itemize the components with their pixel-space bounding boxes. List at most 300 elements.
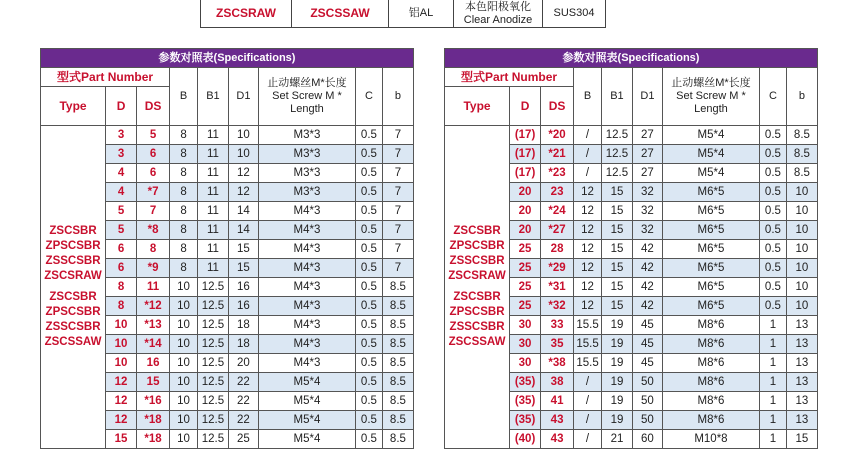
cell-b: / bbox=[574, 430, 602, 449]
cell-screw: M8*6 bbox=[662, 392, 759, 411]
cell-bb: 15 bbox=[786, 430, 817, 449]
cell-d: (35) bbox=[510, 392, 541, 411]
cell-d1: 60 bbox=[632, 430, 662, 449]
cell-ds: *8 bbox=[137, 221, 170, 240]
cell-d1: 25 bbox=[228, 430, 258, 449]
cell-d: 8 bbox=[106, 297, 137, 316]
cell-d1: 27 bbox=[632, 126, 662, 145]
cell-b1: 11 bbox=[197, 259, 228, 278]
cell-bb: 8.5 bbox=[382, 411, 413, 430]
cell-b: / bbox=[574, 145, 602, 164]
cell-bb: 8.5 bbox=[382, 354, 413, 373]
cell-d1: 12 bbox=[228, 164, 258, 183]
cell-c: 0.5 bbox=[356, 392, 383, 411]
cell-d: 6 bbox=[106, 240, 137, 259]
cell-bb: 7 bbox=[382, 183, 413, 202]
cell-b: 8 bbox=[170, 126, 198, 145]
type-cell bbox=[445, 126, 510, 449]
col-d-header: D bbox=[106, 87, 137, 126]
cell-screw: M5*4 bbox=[258, 392, 355, 411]
col-type-header: Type bbox=[41, 87, 106, 126]
cell-bb: 13 bbox=[786, 354, 817, 373]
cell-screw: M5*4 bbox=[258, 430, 355, 449]
cell-d: (17) bbox=[510, 145, 541, 164]
cell-c: 0.5 bbox=[356, 240, 383, 259]
cell-ds: *29 bbox=[541, 259, 574, 278]
cell-c: 1 bbox=[760, 316, 787, 335]
type-code: ZSCSSAW bbox=[44, 336, 102, 348]
cell-screw: M4*3 bbox=[258, 259, 355, 278]
cell-b1: 12.5 bbox=[601, 126, 632, 145]
cell-bb: 13 bbox=[786, 411, 817, 430]
table-row bbox=[445, 126, 818, 145]
type-group bbox=[445, 290, 509, 350]
cell-bb: 8.5 bbox=[786, 126, 817, 145]
cell-d1: 22 bbox=[228, 392, 258, 411]
cell-c: 0.5 bbox=[356, 202, 383, 221]
cell-screw: M5*4 bbox=[662, 164, 759, 183]
cell-c: 0.5 bbox=[356, 278, 383, 297]
cell-screw: M4*3 bbox=[258, 297, 355, 316]
cell-d1: 14 bbox=[228, 221, 258, 240]
cell-c: 0.5 bbox=[760, 259, 787, 278]
cell-d1: 45 bbox=[632, 335, 662, 354]
cell-d: (40) bbox=[510, 430, 541, 449]
type-group bbox=[445, 224, 509, 284]
cell-c: 0.5 bbox=[356, 145, 383, 164]
cell-bb: 7 bbox=[382, 202, 413, 221]
cell-d: 25 bbox=[510, 240, 541, 259]
part-number-header: 型式Part Number bbox=[445, 68, 574, 87]
cell-c: 0.5 bbox=[356, 316, 383, 335]
cell-b1: 12.5 bbox=[197, 278, 228, 297]
cell-screw: M10*8 bbox=[662, 430, 759, 449]
cell-b: / bbox=[574, 164, 602, 183]
cell-b: 8 bbox=[170, 202, 198, 221]
cell-screw: M5*4 bbox=[662, 145, 759, 164]
spec-table-right bbox=[444, 48, 818, 449]
cell-c: 0.5 bbox=[356, 259, 383, 278]
cell-b1: 12.5 bbox=[197, 392, 228, 411]
cell-d1: 18 bbox=[228, 335, 258, 354]
col-screw-header: 止动螺丝M*长度 Set Screw M * Length bbox=[258, 68, 355, 126]
cell-d1: 32 bbox=[632, 183, 662, 202]
cell-d1: 20 bbox=[228, 354, 258, 373]
cell-screw: M8*6 bbox=[662, 373, 759, 392]
cell-c: 0.5 bbox=[760, 240, 787, 259]
cell-bb: 8.5 bbox=[786, 164, 817, 183]
cell-screw: M8*6 bbox=[662, 316, 759, 335]
cell-d1: 27 bbox=[632, 145, 662, 164]
cell-d: 6 bbox=[106, 259, 137, 278]
cell-b1: 12.5 bbox=[197, 373, 228, 392]
material-strip bbox=[200, 0, 606, 28]
cell-c: 0.5 bbox=[760, 126, 787, 145]
col-b1-header: B1 bbox=[601, 68, 632, 126]
cell-b1: 11 bbox=[197, 202, 228, 221]
cell-b1: 15 bbox=[601, 183, 632, 202]
cell-screw: M6*5 bbox=[662, 240, 759, 259]
cell-ds: *12 bbox=[137, 297, 170, 316]
cell-b: 8 bbox=[170, 221, 198, 240]
cell-bb: 10 bbox=[786, 278, 817, 297]
cell-b: 8 bbox=[170, 145, 198, 164]
cell-bb: 8.5 bbox=[382, 278, 413, 297]
cell-b1: 12.5 bbox=[601, 145, 632, 164]
cell-d1: 32 bbox=[632, 202, 662, 221]
cell-screw: M8*6 bbox=[662, 354, 759, 373]
type-code: ZSCSBR bbox=[453, 291, 501, 303]
cell-b: 8 bbox=[170, 240, 198, 259]
cell-screw: M6*5 bbox=[662, 183, 759, 202]
col-type-header: Type bbox=[445, 87, 510, 126]
type-code: ZSCSRAW bbox=[448, 270, 506, 282]
cell-bb: 10 bbox=[786, 183, 817, 202]
cell-ds: 23 bbox=[541, 183, 574, 202]
cell-bb: 8.5 bbox=[382, 373, 413, 392]
type-group bbox=[41, 290, 105, 350]
cell-b: 12 bbox=[574, 278, 602, 297]
cell-d: 30 bbox=[510, 354, 541, 373]
cell-c: 0.5 bbox=[356, 354, 383, 373]
cell-screw: M3*3 bbox=[258, 164, 355, 183]
col-b-header: B bbox=[170, 68, 198, 126]
cell-b1: 12.5 bbox=[601, 164, 632, 183]
cell-c: 1 bbox=[760, 354, 787, 373]
finish-cell: 本色阳极氧化 Clear Anodize bbox=[454, 0, 543, 27]
cell-c: 0.5 bbox=[356, 373, 383, 392]
cell-b: 10 bbox=[170, 430, 198, 449]
cell-ds: 5 bbox=[137, 126, 170, 145]
cell-ds: *9 bbox=[137, 259, 170, 278]
cell-b: 8 bbox=[170, 164, 198, 183]
col-d1-header: D1 bbox=[632, 68, 662, 126]
cell-bb: 13 bbox=[786, 335, 817, 354]
cell-b1: 12.5 bbox=[197, 354, 228, 373]
cell-b1: 19 bbox=[601, 316, 632, 335]
cell-b: 15.5 bbox=[574, 316, 602, 335]
cell-d: 4 bbox=[106, 183, 137, 202]
cell-screw: M4*3 bbox=[258, 316, 355, 335]
cell-b1: 11 bbox=[197, 164, 228, 183]
cell-ds: 43 bbox=[541, 411, 574, 430]
col-screw-header: 止动螺丝M*长度 Set Screw M * Length bbox=[662, 68, 759, 126]
cell-ds: 7 bbox=[137, 202, 170, 221]
cell-c: 0.5 bbox=[760, 278, 787, 297]
cell-d1: 50 bbox=[632, 392, 662, 411]
cell-b1: 12.5 bbox=[197, 411, 228, 430]
cell-d1: 16 bbox=[228, 278, 258, 297]
col-bb-header: b bbox=[786, 68, 817, 126]
cell-b1: 19 bbox=[601, 411, 632, 430]
cell-b1: 15 bbox=[601, 240, 632, 259]
cell-b1: 15 bbox=[601, 259, 632, 278]
cell-d1: 14 bbox=[228, 202, 258, 221]
cell-c: 1 bbox=[760, 430, 787, 449]
cell-b1: 11 bbox=[197, 126, 228, 145]
cell-b1: 11 bbox=[197, 240, 228, 259]
cell-d: (35) bbox=[510, 411, 541, 430]
cell-ds: 6 bbox=[137, 145, 170, 164]
cell-b: 8 bbox=[170, 259, 198, 278]
cell-d: 3 bbox=[106, 145, 137, 164]
cell-bb: 7 bbox=[382, 221, 413, 240]
cell-screw: M3*3 bbox=[258, 145, 355, 164]
cell-ds: *14 bbox=[137, 335, 170, 354]
cell-d1: 22 bbox=[228, 373, 258, 392]
cell-screw: M4*3 bbox=[258, 278, 355, 297]
cell-c: 1 bbox=[760, 411, 787, 430]
cell-d: (35) bbox=[510, 373, 541, 392]
cell-d: 20 bbox=[510, 202, 541, 221]
cell-ds: *27 bbox=[541, 221, 574, 240]
cell-b: 12 bbox=[574, 221, 602, 240]
cell-d1: 50 bbox=[632, 411, 662, 430]
type-code: ZPSCSBR bbox=[45, 306, 101, 318]
cell-b: 10 bbox=[170, 373, 198, 392]
cell-ds: 33 bbox=[541, 316, 574, 335]
cell-bb: 13 bbox=[786, 316, 817, 335]
cell-b1: 19 bbox=[601, 354, 632, 373]
type-group bbox=[41, 224, 105, 284]
cell-bb: 8.5 bbox=[382, 297, 413, 316]
cell-b: 12 bbox=[574, 183, 602, 202]
cell-b1: 15 bbox=[601, 221, 632, 240]
cell-ds: *31 bbox=[541, 278, 574, 297]
cell-d: 12 bbox=[106, 373, 137, 392]
type-cell bbox=[41, 126, 106, 449]
cell-screw: M8*6 bbox=[662, 411, 759, 430]
cell-screw: M8*6 bbox=[662, 335, 759, 354]
col-c-header: C bbox=[760, 68, 787, 126]
cell-screw: M6*5 bbox=[662, 221, 759, 240]
cell-ds: 43 bbox=[541, 430, 574, 449]
cell-bb: 8.5 bbox=[382, 430, 413, 449]
cell-d1: 27 bbox=[632, 164, 662, 183]
cell-d: 3 bbox=[106, 126, 137, 145]
cell-ds: *32 bbox=[541, 297, 574, 316]
type-code: ZPSCSBR bbox=[449, 240, 505, 252]
cell-ds: 6 bbox=[137, 164, 170, 183]
cell-c: 0.5 bbox=[356, 183, 383, 202]
cell-c: 0.5 bbox=[356, 126, 383, 145]
cell-c: 0.5 bbox=[760, 145, 787, 164]
cell-ds: *18 bbox=[137, 430, 170, 449]
cell-b: / bbox=[574, 411, 602, 430]
cell-bb: 10 bbox=[786, 221, 817, 240]
screw-material-cell: SUS304 bbox=[553, 7, 595, 19]
cell-ds: 15 bbox=[137, 373, 170, 392]
cell-d1: 42 bbox=[632, 297, 662, 316]
cell-b1: 21 bbox=[601, 430, 632, 449]
cell-d: 25 bbox=[510, 278, 541, 297]
cell-bb: 10 bbox=[786, 240, 817, 259]
cell-d: 8 bbox=[106, 278, 137, 297]
cell-ds: 28 bbox=[541, 240, 574, 259]
type-code: ZSCSRAW bbox=[44, 270, 102, 282]
cell-bb: 7 bbox=[382, 240, 413, 259]
cell-screw: M4*3 bbox=[258, 240, 355, 259]
cell-d: 15 bbox=[106, 430, 137, 449]
cell-d1: 10 bbox=[228, 126, 258, 145]
cell-screw: M6*5 bbox=[662, 202, 759, 221]
cell-d: 30 bbox=[510, 335, 541, 354]
cell-b: 10 bbox=[170, 354, 198, 373]
cell-d: (17) bbox=[510, 126, 541, 145]
cell-b1: 19 bbox=[601, 335, 632, 354]
type-code: ZSCSBR bbox=[49, 291, 97, 303]
cell-c: 1 bbox=[760, 335, 787, 354]
cell-screw: M5*4 bbox=[258, 411, 355, 430]
cell-screw: M6*5 bbox=[662, 278, 759, 297]
cell-screw: M6*5 bbox=[662, 259, 759, 278]
cell-ds: 11 bbox=[137, 278, 170, 297]
cell-screw: M3*3 bbox=[258, 183, 355, 202]
type-code: ZSCSBR bbox=[453, 225, 501, 237]
cell-c: 0.5 bbox=[356, 221, 383, 240]
cell-b: / bbox=[574, 126, 602, 145]
cell-c: 1 bbox=[760, 392, 787, 411]
type-code: ZSCSSAW bbox=[448, 336, 506, 348]
type-code: ZSSCSBR bbox=[449, 321, 505, 333]
cell-d1: 12 bbox=[228, 183, 258, 202]
part-number-header: 型式Part Number bbox=[41, 68, 170, 87]
cell-bb: 7 bbox=[382, 145, 413, 164]
cell-c: 0.5 bbox=[356, 297, 383, 316]
type-code: ZSSCSBR bbox=[449, 255, 505, 267]
cell-ds: *24 bbox=[541, 202, 574, 221]
cell-b1: 12.5 bbox=[197, 297, 228, 316]
cell-c: 0.5 bbox=[356, 411, 383, 430]
cell-bb: 8.5 bbox=[786, 145, 817, 164]
cell-d: 20 bbox=[510, 183, 541, 202]
cell-b: 10 bbox=[170, 316, 198, 335]
cell-b: 10 bbox=[170, 335, 198, 354]
cell-ds: 41 bbox=[541, 392, 574, 411]
cell-d: 10 bbox=[106, 316, 137, 335]
type-code: ZSCSBR bbox=[49, 225, 97, 237]
spec-caption: 参数对照表(Specifications) bbox=[445, 49, 818, 68]
cell-bb: 10 bbox=[786, 259, 817, 278]
cell-bb: 13 bbox=[786, 373, 817, 392]
material-code-saw: ZSCSSAW bbox=[292, 0, 389, 27]
cell-d: 5 bbox=[106, 202, 137, 221]
spec-table-left bbox=[40, 48, 414, 449]
cell-b1: 15 bbox=[601, 278, 632, 297]
cell-d: 25 bbox=[510, 259, 541, 278]
cell-d: 30 bbox=[510, 316, 541, 335]
cell-screw: M4*3 bbox=[258, 354, 355, 373]
cell-d1: 50 bbox=[632, 373, 662, 392]
cell-bb: 8.5 bbox=[382, 316, 413, 335]
col-bb-header: b bbox=[382, 68, 413, 126]
cell-d1: 15 bbox=[228, 259, 258, 278]
cell-b: 12 bbox=[574, 240, 602, 259]
cell-bb: 8.5 bbox=[382, 335, 413, 354]
cell-ds: *38 bbox=[541, 354, 574, 373]
cell-bb: 10 bbox=[786, 202, 817, 221]
cell-c: 0.5 bbox=[356, 335, 383, 354]
cell-b: 12 bbox=[574, 297, 602, 316]
cell-bb: 10 bbox=[786, 297, 817, 316]
cell-d1: 22 bbox=[228, 411, 258, 430]
cell-ds: *16 bbox=[137, 392, 170, 411]
cell-d1: 45 bbox=[632, 354, 662, 373]
cell-d1: 42 bbox=[632, 278, 662, 297]
cell-screw: M6*5 bbox=[662, 297, 759, 316]
cell-c: 0.5 bbox=[356, 430, 383, 449]
cell-c: 0.5 bbox=[760, 202, 787, 221]
cell-d1: 45 bbox=[632, 316, 662, 335]
cell-ds: 8 bbox=[137, 240, 170, 259]
col-ds-header: DS bbox=[541, 87, 574, 126]
cell-b: 10 bbox=[170, 278, 198, 297]
cell-b: / bbox=[574, 373, 602, 392]
cell-b: 15.5 bbox=[574, 354, 602, 373]
cell-c: 0.5 bbox=[760, 297, 787, 316]
cell-b: 10 bbox=[170, 392, 198, 411]
spec-caption: 参数对照表(Specifications) bbox=[41, 49, 414, 68]
cell-d: 10 bbox=[106, 354, 137, 373]
cell-d: 10 bbox=[106, 335, 137, 354]
cell-d: (17) bbox=[510, 164, 541, 183]
cell-ds: 35 bbox=[541, 335, 574, 354]
cell-b1: 12.5 bbox=[197, 430, 228, 449]
cell-b: 10 bbox=[170, 297, 198, 316]
cell-b1: 15 bbox=[601, 297, 632, 316]
cell-ds: *23 bbox=[541, 164, 574, 183]
cell-ds: *18 bbox=[137, 411, 170, 430]
cell-ds: *21 bbox=[541, 145, 574, 164]
cell-screw: M5*4 bbox=[662, 126, 759, 145]
cell-b: 12 bbox=[574, 259, 602, 278]
cell-screw: M4*3 bbox=[258, 202, 355, 221]
cell-bb: 7 bbox=[382, 126, 413, 145]
cell-bb: 8.5 bbox=[382, 392, 413, 411]
cell-c: 0.5 bbox=[356, 164, 383, 183]
col-c-header: C bbox=[356, 68, 383, 126]
col-b-header: B bbox=[574, 68, 602, 126]
cell-screw: M4*3 bbox=[258, 221, 355, 240]
table-row bbox=[41, 126, 414, 145]
cell-d: 5 bbox=[106, 221, 137, 240]
cell-b: 8 bbox=[170, 183, 198, 202]
cell-ds: *20 bbox=[541, 126, 574, 145]
cell-screw: M5*4 bbox=[258, 373, 355, 392]
cell-c: 0.5 bbox=[760, 183, 787, 202]
material-code-raw: ZSCSRAW bbox=[201, 0, 292, 27]
col-d-header: D bbox=[510, 87, 541, 126]
cell-b1: 19 bbox=[601, 392, 632, 411]
cell-b1: 12.5 bbox=[197, 335, 228, 354]
cell-ds: *13 bbox=[137, 316, 170, 335]
col-ds-header: DS bbox=[137, 87, 170, 126]
type-code: ZPSCSBR bbox=[45, 240, 101, 252]
cell-b: 15.5 bbox=[574, 335, 602, 354]
type-code: ZPSCSBR bbox=[449, 306, 505, 318]
cell-b1: 11 bbox=[197, 221, 228, 240]
cell-d1: 42 bbox=[632, 240, 662, 259]
cell-c: 0.5 bbox=[760, 164, 787, 183]
cell-d: 20 bbox=[510, 221, 541, 240]
type-code: ZSSCSBR bbox=[45, 321, 101, 333]
cell-d1: 32 bbox=[632, 221, 662, 240]
cell-bb: 7 bbox=[382, 259, 413, 278]
cell-ds: 16 bbox=[137, 354, 170, 373]
cell-b1: 15 bbox=[601, 202, 632, 221]
cell-d1: 18 bbox=[228, 316, 258, 335]
cell-d: 12 bbox=[106, 392, 137, 411]
